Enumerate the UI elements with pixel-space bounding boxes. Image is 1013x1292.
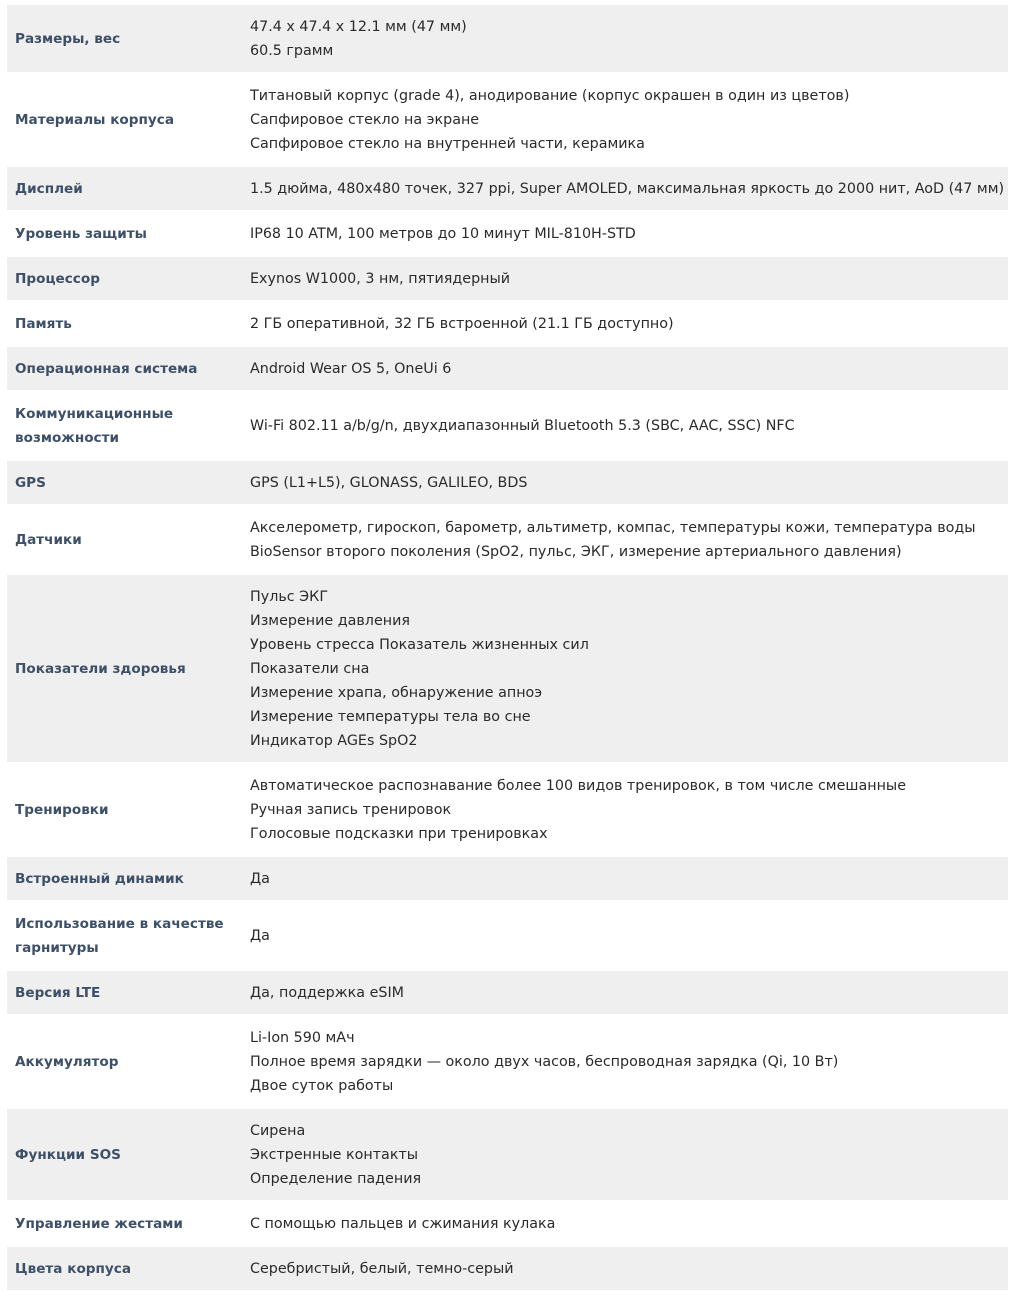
- spec-value: [242, 301, 1008, 346]
- spec-row: [7, 460, 1008, 505]
- spec-row: [7, 166, 1008, 211]
- spec-row: [7, 1246, 1008, 1291]
- spec-value: [242, 505, 1008, 574]
- spec-value: [242, 763, 1008, 856]
- spec-row: [7, 1108, 1008, 1201]
- spec-value-line: Уровень стресса Показатель жизненных сил: [250, 637, 589, 653]
- spec-value: [242, 1201, 1008, 1246]
- spec-value-line: Да: [250, 928, 270, 944]
- spec-row: [7, 574, 1008, 763]
- spec-label: Использование в качестве гарнитуры: [15, 916, 224, 956]
- spec-value-line: Ручная запись тренировок: [250, 802, 452, 818]
- spec-value-line: Android Wear OS 5, OneUi 6: [250, 361, 452, 377]
- spec-value-line: 2 ГБ оперативной, 32 ГБ встроенной (21.1 ГБ доступно): [250, 316, 674, 332]
- spec-row: [7, 856, 1008, 901]
- spec-label: Встроенный динамик: [15, 871, 184, 887]
- spec-row: [7, 346, 1008, 391]
- spec-label: Размеры, вес: [15, 31, 121, 47]
- spec-value: [242, 391, 1008, 460]
- spec-label: Аккумулятор: [15, 1054, 119, 1070]
- spec-row: [7, 73, 1008, 166]
- spec-value-line: Экстренные контакты: [250, 1147, 419, 1163]
- spec-value: [242, 73, 1008, 166]
- spec-label: Цвета корпуса: [15, 1261, 131, 1277]
- specs-table: [7, 5, 1008, 1292]
- specs-table-body: [7, 5, 1008, 1291]
- spec-value-line: 47.4 x 47.4 x 12.1 мм (47 мм): [250, 19, 467, 35]
- spec-value: [242, 856, 1008, 901]
- spec-label: Показатели здоровья: [15, 661, 186, 677]
- spec-label: Датчики: [15, 532, 82, 548]
- spec-value: [242, 256, 1008, 301]
- spec-value-line: Показатели сна: [250, 661, 370, 677]
- spec-value-line: Li-Ion 590 мАч: [250, 1030, 355, 1046]
- spec-value-line: Индикатор AGEs SpO2: [250, 733, 418, 749]
- spec-value-line: Exynos W1000, 3 нм, пятиядерный: [250, 271, 511, 287]
- spec-value-line: Сапфировое стекло на внутренней части, керамика: [250, 136, 645, 152]
- spec-value: [242, 901, 1008, 970]
- spec-value-line: Пульс ЭКГ: [250, 589, 329, 605]
- spec-label: Память: [15, 316, 72, 332]
- spec-label: Дисплей: [15, 181, 83, 197]
- spec-value-line: С помощью пальцев и сжимания кулака: [250, 1216, 556, 1232]
- spec-value-line: Серебристый, белый, темно-серый: [250, 1261, 514, 1277]
- spec-label: Процессор: [15, 271, 100, 287]
- spec-value-line: Титановый корпус (grade 4), анодирование (корпус окрашен в один из цветов): [250, 88, 850, 104]
- spec-value: [242, 460, 1008, 505]
- spec-value-line: Автоматическое распознавание более 100 видов тренировок, в том числе смешанные: [250, 778, 907, 794]
- spec-row: [7, 256, 1008, 301]
- spec-label: GPS: [15, 475, 46, 491]
- spec-value-line: Да: [250, 871, 270, 887]
- spec-label: Операционная система: [15, 361, 198, 377]
- spec-value-line: Голосовые подсказки при тренировках: [250, 826, 548, 842]
- spec-row: [7, 1201, 1008, 1246]
- spec-value-line: Акселерометр, гироскоп, барометр, альтиметр, компас, температуры кожи, температура воды BioSensor второго поколения (SpO2, пульс, ЭКГ, измерение артериального давления): [250, 520, 976, 560]
- spec-row: [7, 301, 1008, 346]
- spec-value: [242, 574, 1008, 763]
- spec-row: [7, 391, 1008, 460]
- spec-value-line: Wi-Fi 802.11 a/b/g/n, двухдиапазонный Bluetooth 5.3 (SBC, AAC, SSC) NFC: [250, 418, 795, 434]
- spec-row: [7, 211, 1008, 256]
- spec-row: [7, 901, 1008, 970]
- spec-value: [242, 1108, 1008, 1201]
- spec-value-line: Измерение храпа, обнаружение апноэ: [250, 685, 543, 701]
- spec-value-line: Измерение давления: [250, 613, 410, 629]
- spec-label: Управление жестами: [15, 1216, 183, 1232]
- spec-value-line: Измерение температуры тела во сне: [250, 709, 531, 725]
- spec-value-line: 60.5 грамм: [250, 43, 334, 59]
- spec-row: [7, 763, 1008, 856]
- spec-value-line: GPS (L1+L5), GLONASS, GALILEO, BDS: [250, 475, 528, 491]
- spec-value: [242, 970, 1008, 1015]
- spec-label: Материалы корпуса: [15, 112, 174, 128]
- spec-label: Уровень защиты: [15, 226, 147, 242]
- spec-value-line: Да, поддержка eSIM: [250, 985, 404, 1001]
- spec-value-line: IP68 10 ATM, 100 метров до 10 минут MIL-810H-STD: [250, 226, 636, 242]
- spec-value-line: Сирена: [250, 1123, 306, 1139]
- spec-value: [242, 346, 1008, 391]
- spec-value: [242, 166, 1008, 211]
- spec-value-line: Определение падения: [250, 1171, 422, 1187]
- spec-value: [242, 1246, 1008, 1291]
- spec-value: [242, 5, 1008, 73]
- spec-label: Версия LTE: [15, 985, 101, 1001]
- spec-value: [242, 1015, 1008, 1108]
- spec-label: Коммуникационные возможности: [15, 406, 174, 446]
- spec-value-line: Двое суток работы: [250, 1078, 394, 1094]
- spec-row: [7, 1015, 1008, 1108]
- spec-value: [242, 211, 1008, 256]
- spec-row: [7, 970, 1008, 1015]
- spec-value-line: Полное время зарядки — около двух часов, беспроводная зарядка (Qi, 10 Вт): [250, 1054, 839, 1070]
- spec-label: Функции SOS: [15, 1147, 121, 1163]
- spec-value-line: Сапфировое стекло на экране: [250, 112, 480, 128]
- spec-row: [7, 505, 1008, 574]
- spec-value-line: 1.5 дюйма, 480x480 точек, 327 ppi, Super AMOLED, максимальная яркость до 2000 нит, AoD (47 мм): [250, 181, 1005, 197]
- spec-label: Тренировки: [15, 802, 109, 818]
- spec-row: [7, 5, 1008, 73]
